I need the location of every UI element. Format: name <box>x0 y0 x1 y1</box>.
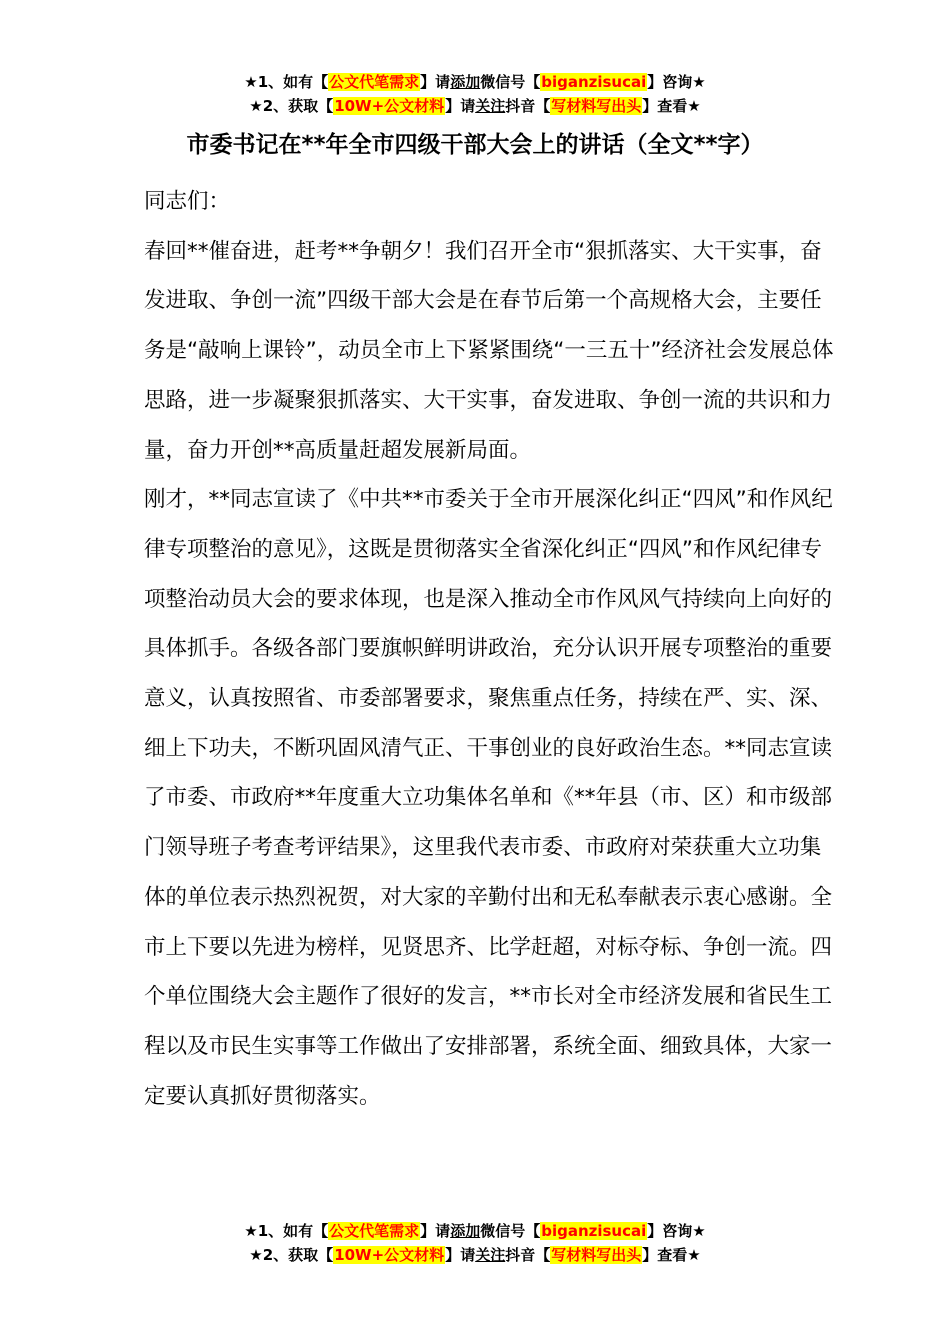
promo-douyin-id: 写材料写出头 <box>551 1246 642 1264</box>
promo-underline: 关注 <box>475 1246 506 1264</box>
promo-text: 】请 <box>420 73 451 91</box>
promo-text: ★2、获取【 <box>249 97 334 115</box>
promo-highlight: 10W+公文材料 <box>334 97 445 115</box>
promo-text: 微信号【 <box>480 1222 541 1240</box>
promo-text: 抖音【 <box>505 97 551 115</box>
promo-text: ★1、如有【 <box>244 73 329 91</box>
promo-text: 】咨询★ <box>647 73 706 91</box>
promo-underline: 添加 <box>450 73 481 91</box>
promo-text: 微信号【 <box>480 73 541 91</box>
promo-text: 抖音【 <box>505 1246 551 1264</box>
promo-banner-bottom <box>0 1219 950 1267</box>
greeting: 同志们： <box>144 189 231 214</box>
promo-text: ★1、如有【 <box>244 1222 329 1240</box>
promo-line-1 <box>0 1219 950 1243</box>
promo-text: 】查看★ <box>642 1246 701 1264</box>
promo-text: 】请 <box>420 1222 451 1240</box>
promo-text: 】查看★ <box>642 97 701 115</box>
document-title: 市委书记在**年全市四级干部大会上的讲话（全文**字） <box>186 132 764 158</box>
promo-text: 】请 <box>445 1246 476 1264</box>
paragraph-2: 刚才，**同志宣读了《中共**市委关于全市开展深化纠正“四风”和作风纪律专项整治的意见》，这既是贯彻落实全省深化纠正“四风”和作风纪律专项整治动员大会的要求体现，也是深入推动全市作风风气持续向上向好的具体抓手。各级各部门要旗帜鲜明讲政治，充分认识开展专项整治的重要意义，认真按照省、市委部署要求，聚焦重点任务，持续在严、实、深、细上下功夫，不断巩固风清气正、干事创业的良好政治生态。**同志宣读了市委、市政府**年度重大立功集体名单和《**年县（市、区）和市级部门领导班子考查考评结果》，这里我代表市委、市政府对荣获重大立功集体的单位表示热烈祝贺，对大家的辛勤付出和无私奉献表示衷心感谢。全市上下要以先进为榜样，见贤思齐、比学赶超，对标夺标、争创一流。四个单位围绕大会主题作了很好的发言，**市长对全市经济发展和省民生工程以及市民生实事等工作做出了安排部署，系统全面、细致具体，大家一定要认真抓好贯彻落实。 <box>144 487 833 1109</box>
paragraph-1: 春回**催奋进，赶考**争朝夕！我们召开全市“狠抓落实、大干实事，奋发进取、争创一流”四级干部大会是在春节后第一个高规格大会，主要任务是“敲响上课铃”，动员全市上下紧紧围绕“一三五十”经济社会发展总体思路，进一步凝聚狠抓落实、大干实事，奋发进取、争创一流的共识和力量，奋力开创**高质量赶超发展新局面。 <box>144 238 834 463</box>
promo-text: ★2、获取【 <box>249 1246 334 1264</box>
promo-highlight: 公文代笔需求 <box>329 1222 420 1240</box>
promo-wechat-id: biganzisucai <box>541 1222 647 1240</box>
promo-text: 】咨询★ <box>647 1222 706 1240</box>
promo-line-2 <box>0 94 950 118</box>
document-body <box>144 177 834 1121</box>
promo-highlight: 10W+公文材料 <box>334 1246 445 1264</box>
promo-douyin-id: 写材料写出头 <box>551 97 642 115</box>
promo-line-2 <box>0 1243 950 1267</box>
promo-text: 】请 <box>445 97 476 115</box>
promo-line-1 <box>0 70 950 94</box>
promo-banner-top <box>0 70 950 118</box>
promo-highlight: 公文代笔需求 <box>329 73 420 91</box>
promo-underline: 添加 <box>450 1222 481 1240</box>
promo-underline: 关注 <box>475 97 506 115</box>
promo-wechat-id: biganzisucai <box>541 73 647 91</box>
